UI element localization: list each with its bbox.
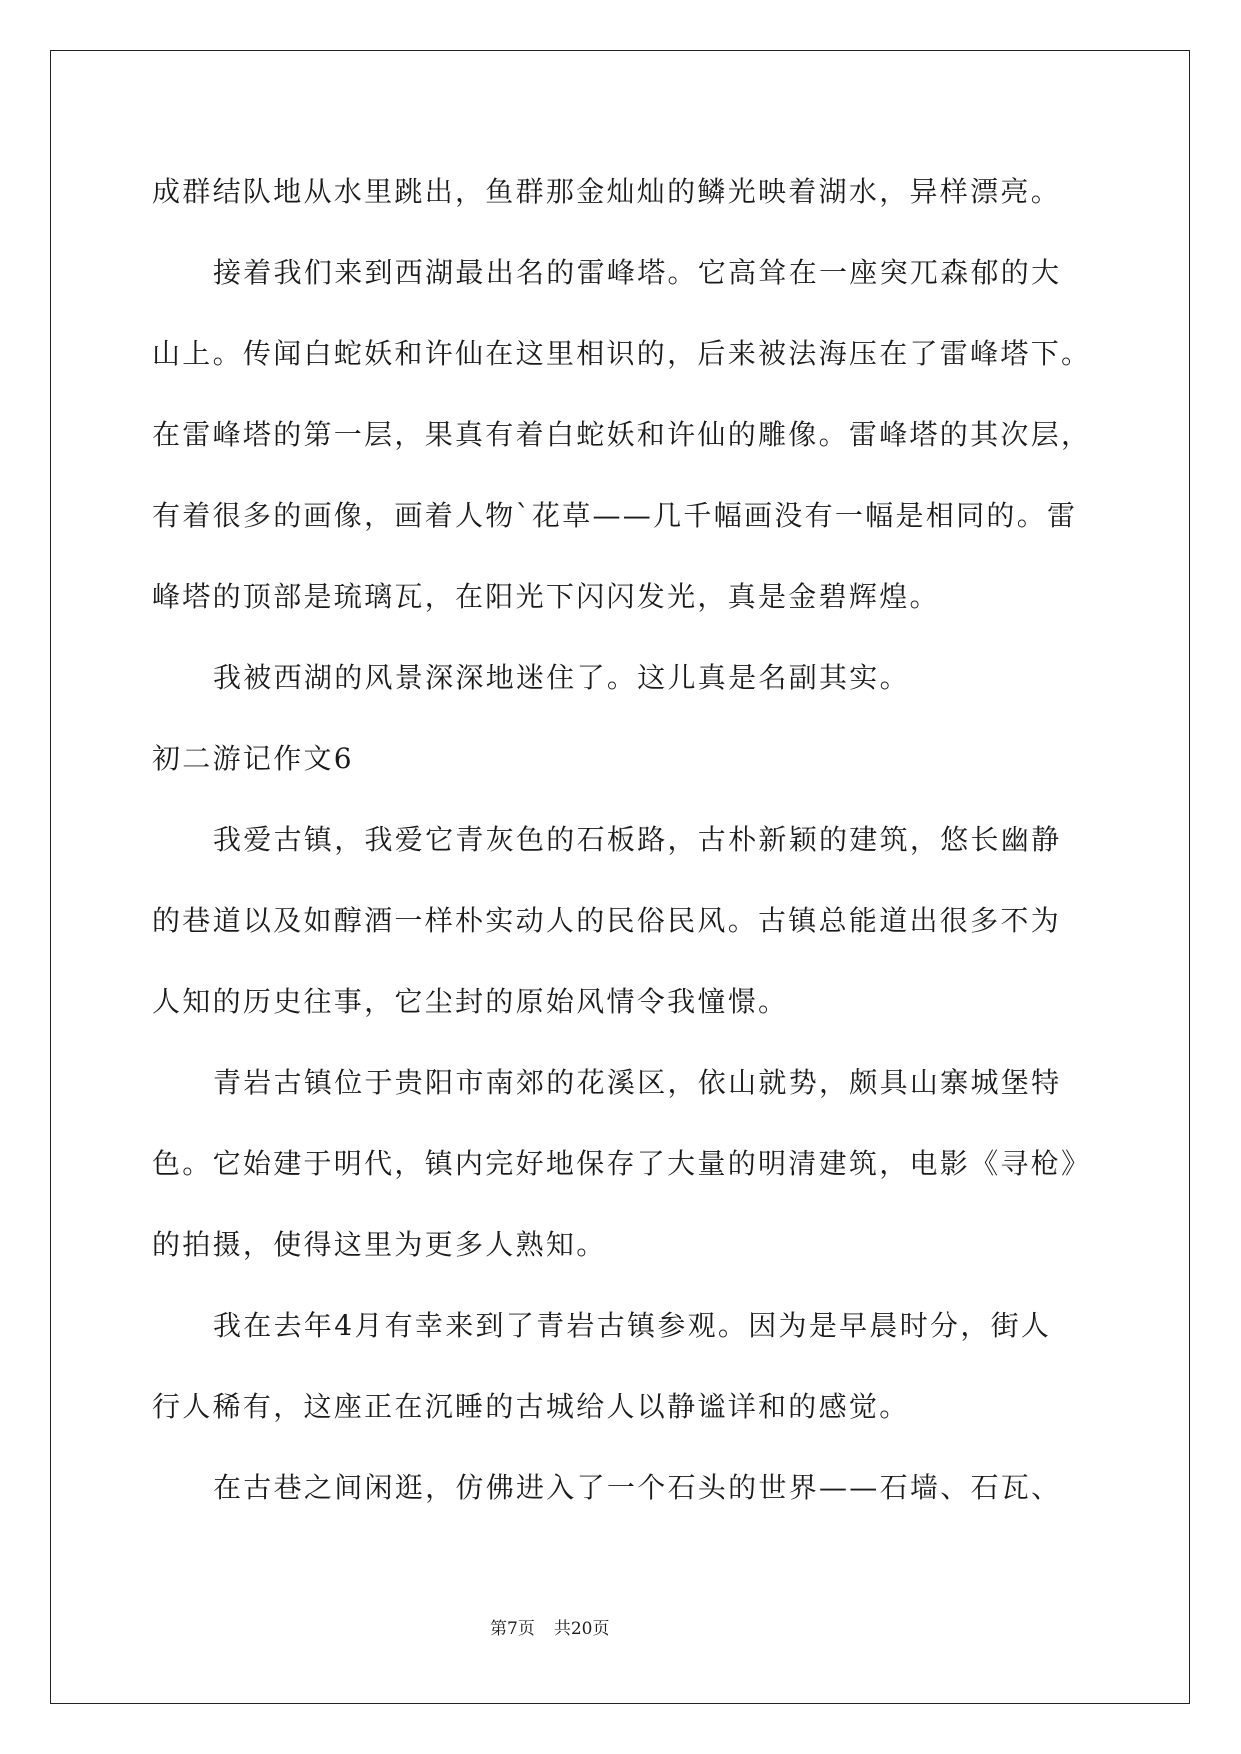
document-body	[152, 151, 1182, 1528]
paragraph	[152, 1042, 1182, 1285]
text-line: 色。它始建于明代，镇内完好地保存了大量的明清建筑，电影《寻枪》	[152, 1147, 1092, 1180]
text-line: 我在去年4月有幸来到了青岩古镇参观。因为是早晨时分，街人	[213, 1309, 1052, 1342]
text-line: 行人稀有，这座正在沉睡的古城给人以静谧详和的感觉。	[152, 1390, 910, 1423]
text-line: 我爱古镇，我爱它青灰色的石板路，古朴新颖的建筑，悠长幽静	[213, 823, 1062, 856]
text-line: 在雷峰塔的第一层，果真有着白蛇妖和许仙的雕像。雷峰塔的其次层，	[152, 418, 1092, 451]
page-total: 共20页	[553, 1619, 610, 1639]
text-line: 的拍摄，使得这里为更多人熟知。	[152, 1228, 607, 1261]
section-2	[152, 718, 1182, 1528]
text-line: 成群结队地从水里跳出，鱼群那金灿灿的鳞光映着湖水，异样漂亮。	[152, 175, 1062, 208]
text-line: 青岩古镇位于贵阳市南郊的花溪区，依山就势，颇具山寨城堡特	[213, 1066, 1062, 1099]
text-line: 有着很多的画像，画着人物`花草——几千幅画没有一幅是相同的。雷	[152, 499, 1078, 532]
text-line: 峰塔的顶部是琉璃瓦，在阳光下闪闪发光，真是金碧辉煌。	[152, 580, 940, 613]
text-line: 人知的历史往事，它尘封的原始风情令我憧憬。	[152, 985, 789, 1018]
section-1	[152, 151, 1182, 718]
text-line: 接着我们来到西湖最出名的雷峰塔。它高耸在一座突兀森郁的大	[213, 256, 1062, 289]
page-footer	[490, 1617, 609, 1641]
text-line: 的巷道以及如醇酒一样朴实动人的民俗民风。古镇总能道出很多不为	[152, 904, 1062, 937]
paragraph	[152, 151, 1182, 232]
paragraph	[152, 799, 1182, 1042]
paragraph	[152, 1285, 1182, 1447]
page-number: 第7页	[490, 1619, 535, 1639]
text-line: 在古巷之间闲逛，仿佛进入了一个石头的世界——石墙、石瓦、	[213, 1471, 1062, 1504]
section-title: 初二游记作文6	[152, 742, 354, 775]
text-line: 山上。传闻白蛇妖和许仙在这里相识的，后来被法海压在了雷峰塔下。	[152, 337, 1092, 370]
paragraph	[152, 637, 1182, 718]
paragraph	[152, 232, 1182, 637]
text-line: 我被西湖的风景深深地迷住了。这儿真是名副其实。	[213, 661, 910, 694]
paragraph	[152, 1447, 1182, 1528]
